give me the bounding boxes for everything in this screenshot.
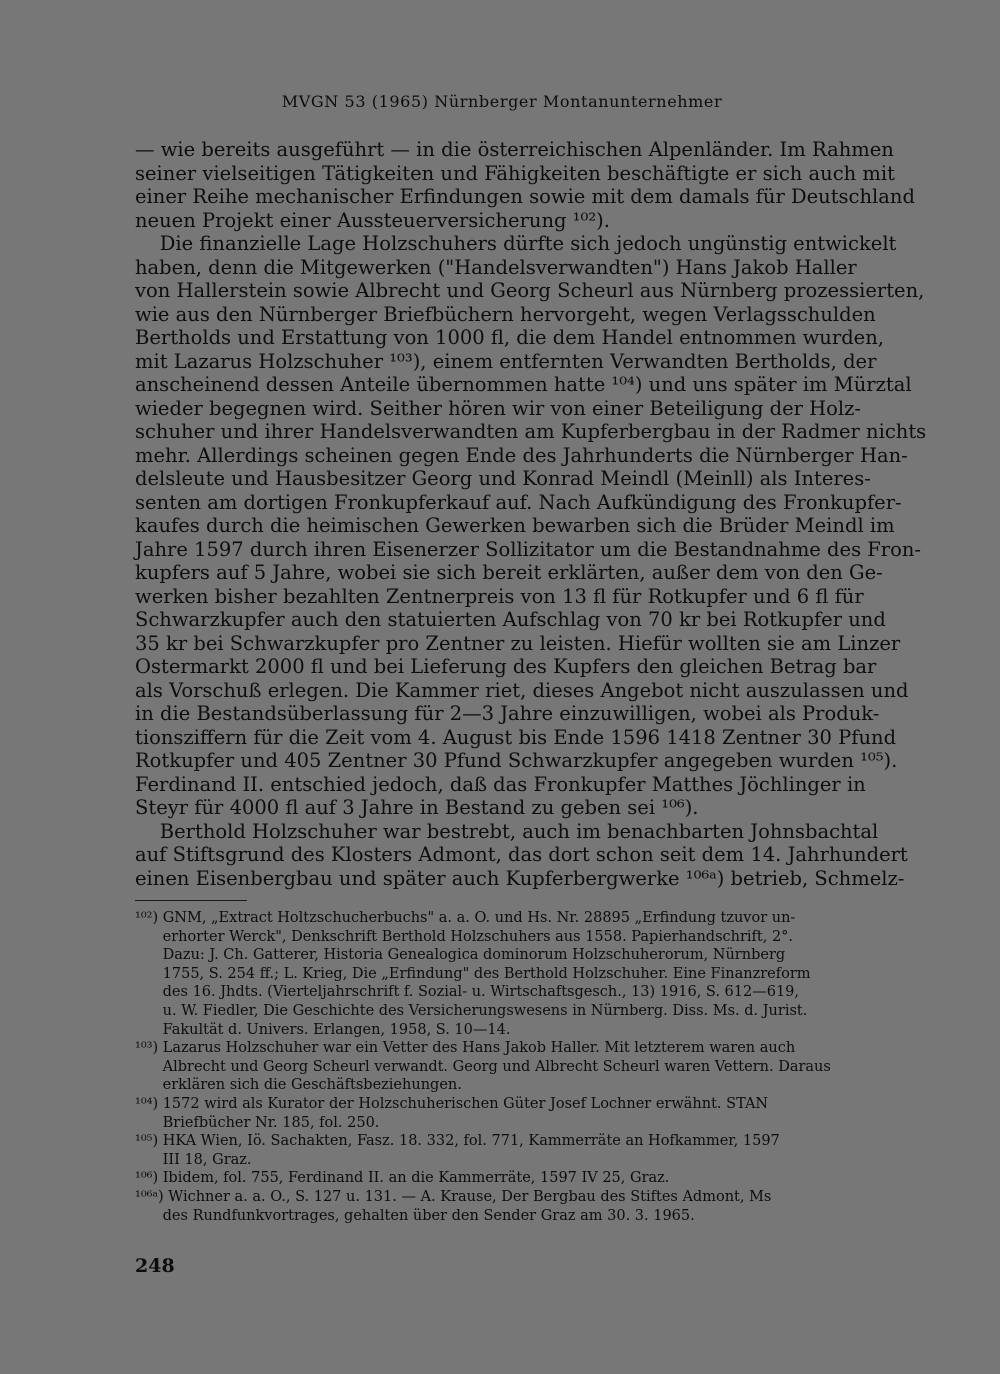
body-line: wieder begegnen wird. Seither hören wir von einer Beteiligung der Holz-: [135, 396, 862, 420]
footnote-line: ¹⁰⁵) HKA Wien, Iö. Sachakten, Fasz. 18. 332, fol. 771, Kammerräte an Hofkammer, 1597: [135, 1133, 780, 1150]
body-line: seiner vielseitigen Tätigkeiten und Fähigkeiten beschäftigte er sich auch mit: [135, 161, 895, 185]
body-line: haben, denn die Mitgewerken ("Handelsverwandten") Hans Jakob Haller: [135, 255, 857, 279]
footnote-line: erhorter Werck", Denkschrift Berthold Holzschuhers aus 1558. Papierhandschrift, 2°.: [135, 928, 794, 945]
body-line: schuher und ihrer Handelsverwandten am Kupferbergbau in der Radmer nichts: [135, 420, 927, 443]
body-line: delsleute und Hausbesitzer Georg und Konrad Meindl (Meinll) als Interes-: [135, 467, 871, 490]
body-line: mit Lazarus Holzschuher ¹⁰³), einem entfernten Verwandten Bertholds, der: [135, 349, 877, 373]
body-line: senten am dortigen Fronkupferkauf auf. Nach Aufkündigung des Fronkupfer-: [135, 490, 902, 514]
footnote-line: ¹⁰²) GNM, „Extract Holtzschucherbuchs" a. a. O. und Hs. Nr. 28895 „Erfindung tzuvor un-: [135, 910, 796, 926]
body-line: — wie bereits ausgeführt — in die österreichischen Alpenländer. Im Rahmen: [135, 138, 894, 161]
footnote-line: ¹⁰³) Lazarus Holzschuher war ein Vetter des Hans Jakob Haller. Mit letzterem waren auch: [135, 1040, 796, 1057]
body-line: als Vorschuß erlegen. Die Kammer riet, dieses Angebot nicht auszulassen und: [135, 678, 909, 702]
footnote-line: ¹⁰⁶) Ibidem, fol. 755, Ferdinand II. an die Kammerräte, 1597 IV 25, Graz.: [135, 1170, 670, 1187]
footnote-line: erklären sich die Geschäftsbeziehungen.: [135, 1077, 462, 1094]
footnote-line: Dazu: J. Ch. Gatterer, Historia Genealogica dominorum Holzschuherorum, Nürnberg: [135, 947, 786, 964]
footnote-line: 1755, S. 254 ff.; L. Krieg, Die „Erfindung" des Berthold Holzschuher. Eine Finanzreform: [135, 965, 811, 982]
body-line: auf Stiftsgrund des Klosters Admont, das dort schon seit dem 14. Jahrhundert: [135, 843, 908, 866]
footnote-line: Albrecht und Georg Scheurl verwandt. Georg und Albrecht Scheurl waren Vettern. Daraus: [135, 1058, 831, 1075]
footnote-divider: [135, 900, 247, 901]
body-line: in die Bestandsüberlassung für 2—3 Jahre einzuwilligen, wobei als Produk-: [135, 702, 880, 725]
body-line: 35 kr bei Schwarzkupfer pro Zentner zu leisten. Hiefür wollten sie am Linzer: [135, 631, 901, 655]
body-line: einen Eisenbergbau und später auch Kupferbergwerke ¹⁰⁶ᵃ) betrieb, Schmelz-: [135, 866, 905, 890]
body-line: Ostermarkt 2000 fl und bei Lieferung des Kupfers den gleichen Betrag bar: [135, 655, 877, 678]
body-line: neuen Projekt einer Aussteuerversicherung ¹⁰²).: [135, 208, 610, 232]
footnote-line: ¹⁰⁶ᵃ) Wichner a. a. O., S. 127 u. 131. — A. Krause, Der Bergbau des Stiftes Admont, Ms: [135, 1188, 772, 1205]
body-line: tionsziffern für die Zeit vom 4. August bis Ende 1596 1418 Zentner 30 Pfund: [135, 725, 897, 749]
body-line: wie aus den Nürnberger Briefbüchern hervorgeht, wegen Verlagsschulden: [135, 302, 876, 326]
body-line: Berthold Holzschuher war bestrebt, auch im benachbarten Johnsbachtal: [135, 819, 879, 843]
footnote-line: Briefbücher Nr. 185, fol. 250.: [135, 1114, 380, 1131]
footnote-line: u. W. Fiedler, Die Geschichte des Versicherungswesens in Nürnberg. Diss. Ms. d. Jurist.: [135, 1002, 808, 1019]
body-line: Schwarzkupfer auch den statuierten Aufschlag von 70 kr bei Rotkupfer und: [135, 608, 886, 631]
running-header: MVGN 53 (1965) Nürnberger Montanunternehmer: [281, 92, 723, 111]
body-line: Die finanzielle Lage Holzschuhers dürfte sich jedoch ungünstig entwickelt: [135, 232, 897, 255]
body-line: kaufes durch die heimischen Gewerken bewarben sich die Brüder Meindl im: [135, 514, 895, 537]
body-line: werken bisher bezahlten Zentnerpreis von 13 fl für Rotkupfer und 6 fl für: [135, 584, 864, 608]
body-text: [135, 138, 927, 890]
body-line: Rotkupfer und 405 Zentner 30 Pfund Schwarzkupfer angegeben wurden ¹⁰⁵).: [135, 749, 898, 772]
page-number: 248: [135, 1255, 175, 1277]
body-line: kupfers auf 5 Jahre, wobei sie sich bereit erklärten, außer dem von den Ge-: [135, 561, 883, 584]
footnote-line: III 18, Graz.: [135, 1151, 252, 1168]
footnotes: [135, 909, 869, 1225]
body-line: Steyr für 4000 fl auf 3 Jahre in Bestand zu geben sei ¹⁰⁶).: [135, 796, 699, 819]
body-line: Jahre 1597 durch ihren Eisenerzer Sollizitator um die Bestandnahme des Fron-: [135, 537, 922, 561]
body-line: Bertholds und Erstattung von 1000 fl, die dem Handel entnommen wurden,: [135, 326, 884, 349]
footnote-line: Fakultät d. Univers. Erlangen, 1958, S. 10—14.: [135, 1021, 511, 1038]
body-line: Ferdinand II. entschied jedoch, daß das Fronkupfer Matthes Jöchlinger in: [135, 772, 866, 796]
footnote-line: ¹⁰⁴) 1572 wird als Kurator der Holzschuherischen Güter Josef Lochner erwähnt. STAN: [135, 1095, 769, 1112]
body-line: einer Reihe mechanischer Erfindungen sowie mit dem damals für Deutschland: [135, 185, 915, 208]
footnote-line: des 16. Jhdts. (Vierteljahrschrift f. Sozial- u. Wirtschaftsgesch., 13) 1916, S. 612—619,: [135, 984, 800, 1001]
body-line: von Hallerstein sowie Albrecht und Georg Scheurl aus Nürnberg prozessierten,: [135, 279, 925, 302]
body-line: mehr. Allerdings scheinen gegen Ende des Jahrhunderts die Nürnberger Han-: [135, 443, 908, 467]
body-line: anscheinend dessen Anteile übernommen hatte ¹⁰⁴) und uns später im Mürztal: [135, 373, 912, 396]
footnote-line: des Rundfunkvortrages, gehalten über den Sender Graz am 30. 3. 1965.: [135, 1207, 695, 1224]
